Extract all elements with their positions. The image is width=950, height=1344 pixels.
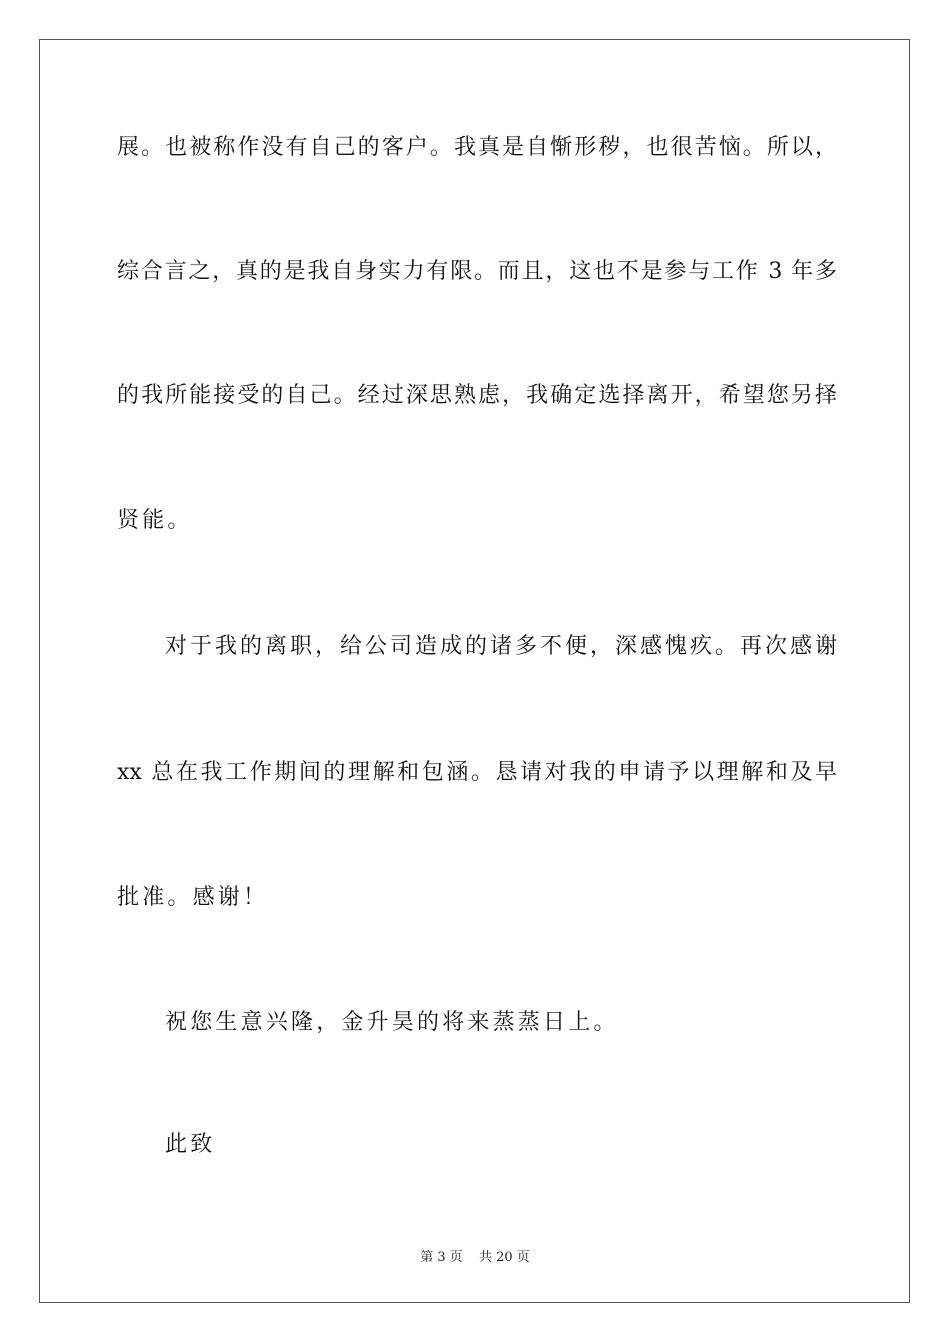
text-line-9: 此致 — [165, 1132, 216, 1157]
text-line-2: 综合言之，真的是我自身实力有限。而且，这也不是参与工作 3 年多 — [117, 259, 837, 284]
text-line-8: 祝您生意兴隆，金升昊的将来蒸蒸日上。 — [165, 1010, 619, 1035]
page-border — [39, 39, 910, 1303]
text-line-4: 贤能。 — [117, 508, 193, 533]
text-line-6: xx 总在我工作期间的理解和包涵。恳请对我的申请予以理解和及早 — [117, 760, 837, 785]
page-total: 共 20 页 — [478, 1250, 530, 1265]
text-line-1: 展。也被称作没有自己的客户。我真是自惭形秽，也很苦恼。所以， — [117, 135, 837, 160]
page-footer — [0, 1246, 950, 1265]
text-line-3: 的我所能接受的自己。经过深思熟虑，我确定选择离开，希望您另择 — [117, 383, 837, 408]
text-line-7: 批准。感谢！ — [117, 885, 269, 910]
page-number: 第 3 页 — [420, 1250, 463, 1265]
text-line-5: 对于我的离职，给公司造成的诸多不便，深感愧疚。再次感谢 — [165, 634, 837, 659]
